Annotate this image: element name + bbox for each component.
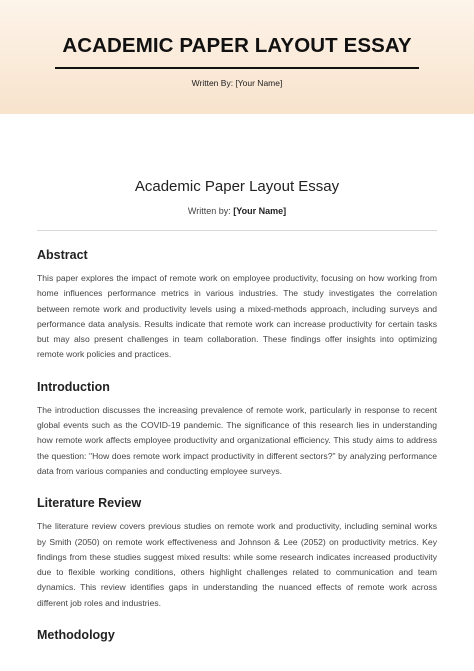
section-methodology: [37, 628, 437, 643]
section-heading: Methodology: [37, 628, 115, 643]
section-heading: Abstract: [37, 248, 88, 262]
header-banner: [0, 0, 474, 114]
document-author: [37, 206, 437, 216]
banner-subtitle: Written By: [Your Name]: [191, 78, 283, 88]
document-body: [0, 178, 474, 643]
section-paragraph: This paper explores the impact of remote work on employee productivity, focusing on how working from home influences performance metrics in various industries. The study investigates the correlation between remote work and productivity levels using a mixed-methods approach, including surveys and performance data analysis. Results indicate that remote work can increase productivity for certain tasks but may also present challenges in team collaboration. These findings offer insights into optimizing remote work policies and practices.: [37, 273, 437, 360]
author-prefix: Written by:: [187, 206, 231, 216]
section-literature-review: [37, 496, 437, 611]
author-name: [Your Name]: [233, 206, 287, 216]
section-heading: Literature Review: [37, 496, 142, 511]
section-introduction: [37, 380, 437, 479]
banner-divider: [55, 67, 419, 69]
section-paragraph: The introduction discusses the increasing prevalence of remote work, particularly in response to recent global events such as the COVID-19 pandemic. The significance of this research lies in understanding how remote work affects employee productivity and organizational efficiency. This study aims to address the question: "How does remote work impact productivity in different sectors?" by analyzing performance data from various companies and conducting employee surveys.: [37, 404, 437, 476]
document-title: Academic Paper Layout Essay: [134, 178, 340, 195]
section-paragraph: The literature review covers previous studies on remote work and productivity, including seminal works by Smith (2050) on remote work effectiveness and Johnson & Lee (2052) on productivity metrics. Key findings from these studies suggest mixed results: while some research indicates increased productivity due to flexible working conditions, others highlight challenges related to communication and team dynamics. This review identifies gaps in understanding the nuanced effects of remote work across different job roles and industries.: [37, 521, 437, 608]
section-abstract: [37, 248, 437, 363]
section-heading: Introduction: [37, 379, 110, 394]
title-divider: [37, 230, 437, 231]
banner-title: ACADEMIC PAPER LAYOUT ESSAY: [62, 34, 412, 57]
